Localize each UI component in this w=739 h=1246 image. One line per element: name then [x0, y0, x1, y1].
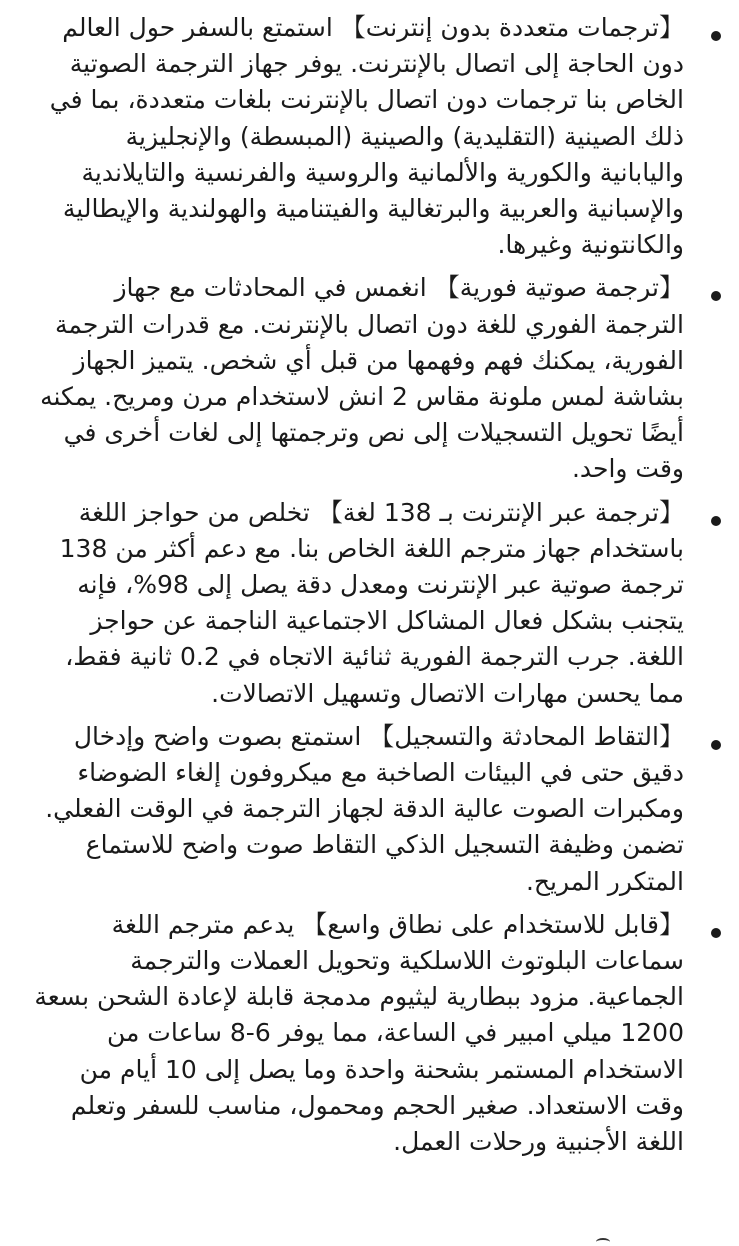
bullet-icon	[711, 516, 721, 526]
item-title: 【ترجمات متعددة بدون إنترنت】	[340, 13, 684, 42]
item-text: استمتع بصوت واضح وإدخال دقيق حتى في البيئات الصاخبة مع ميكروفون إلغاء الضوضاء ومكبرات الصوت عالية الدقة لجهاز الترجمة في الوقت الفعلي. تضمن وظيفة التسجيل الذكي التقاط صوت واضح للاستماع المتكرر المريح.	[45, 721, 684, 896]
list-item	[34, 719, 684, 900]
bullet-icon	[711, 928, 721, 938]
list-item	[34, 907, 684, 1160]
list-item	[34, 270, 684, 487]
bullet-icon	[711, 31, 721, 41]
item-text: يدعم مترجم اللغة سماعات البلوتوث اللاسلكية وتحويل العملات والترجمة الجماعية. مزود ببطارية ليثيوم مدمجة قابلة لإعادة الشحن بسعة 1200 ميلي امبير في الساعة، مما يوفر 6-8 ساعات من الاستخدام المستمر بشحنة واحدة وما يصل إلى 10 أيام من وقت الاستعداد. صغير الحجم ومحمول، مناسب للسفر وتعلم اللغة الأجنبية ورحلات العمل.	[34, 909, 684, 1157]
bullet-icon	[711, 740, 721, 750]
item-title: 【التقاط المحادثة والتسجيل】	[369, 721, 684, 751]
item-text: تخلص من حواجز اللغة باستخدام جهاز مترجم اللغة الخاص بنا. مع دعم أكثر من 138 ترجمة صوتية عبر الإنترنت ومعدل دقة يصل إلى 98%، فإنه يتجنب بشكل فعال المشاكل الاجتماعية الناجمة عن حواجز اللغة. جرب الترجمة الفورية ثنائية الاتجاه في 0.2 ثانية فقط، مما يحسن مهارات الاتصال وتسهيل الاتصالات.	[59, 497, 684, 708]
product-description	[34, 10, 684, 1167]
item-text: انغمس في المحادثات مع جهاز الترجمة الفوري للغة دون اتصال بالإنترنت. مع قدرات الترجمة الفورية، يمكنك فهم وفهمها من قبل أي شخص. يتميز الجهاز بشاشة لمس ملونة مقاس 2 انش لاستخدام مرن ومريح. يمكنه أيضًا تحويل التسجيلات إلى نص وترجمتها إلى لغات أخرى في وقت واحد.	[40, 273, 684, 484]
item-text: استمتع بالسفر حول العالم دون الحاجة إلى اتصال بالإنترنت. يوفر جهاز الترجمة الصوتية الخاص بنا ترجمات دون اتصال بالإنترنت بلغات متعددة، بما في ذلك الصينية (التقليدية) والصينية (المبسطة) والإنجليزية واليابانية والكورية والألمانية والروسية والفرنسية والتايلاندية والإسبانية والعربية والبرتغالية والفيتنامية والهولندية والإيطالية والكانتونية وغيرها.	[49, 13, 684, 260]
item-title: 【ترجمة صوتية فورية】	[434, 273, 684, 303]
list-item	[34, 495, 684, 712]
feature-list	[34, 10, 684, 1160]
bullet-icon	[711, 291, 721, 301]
item-title: 【ترجمة عبر الإنترنت بـ 138 لغة】	[317, 497, 684, 527]
list-item	[34, 10, 684, 263]
item-title: 【قابل للاستخدام على نطاق واسع】	[302, 909, 684, 939]
